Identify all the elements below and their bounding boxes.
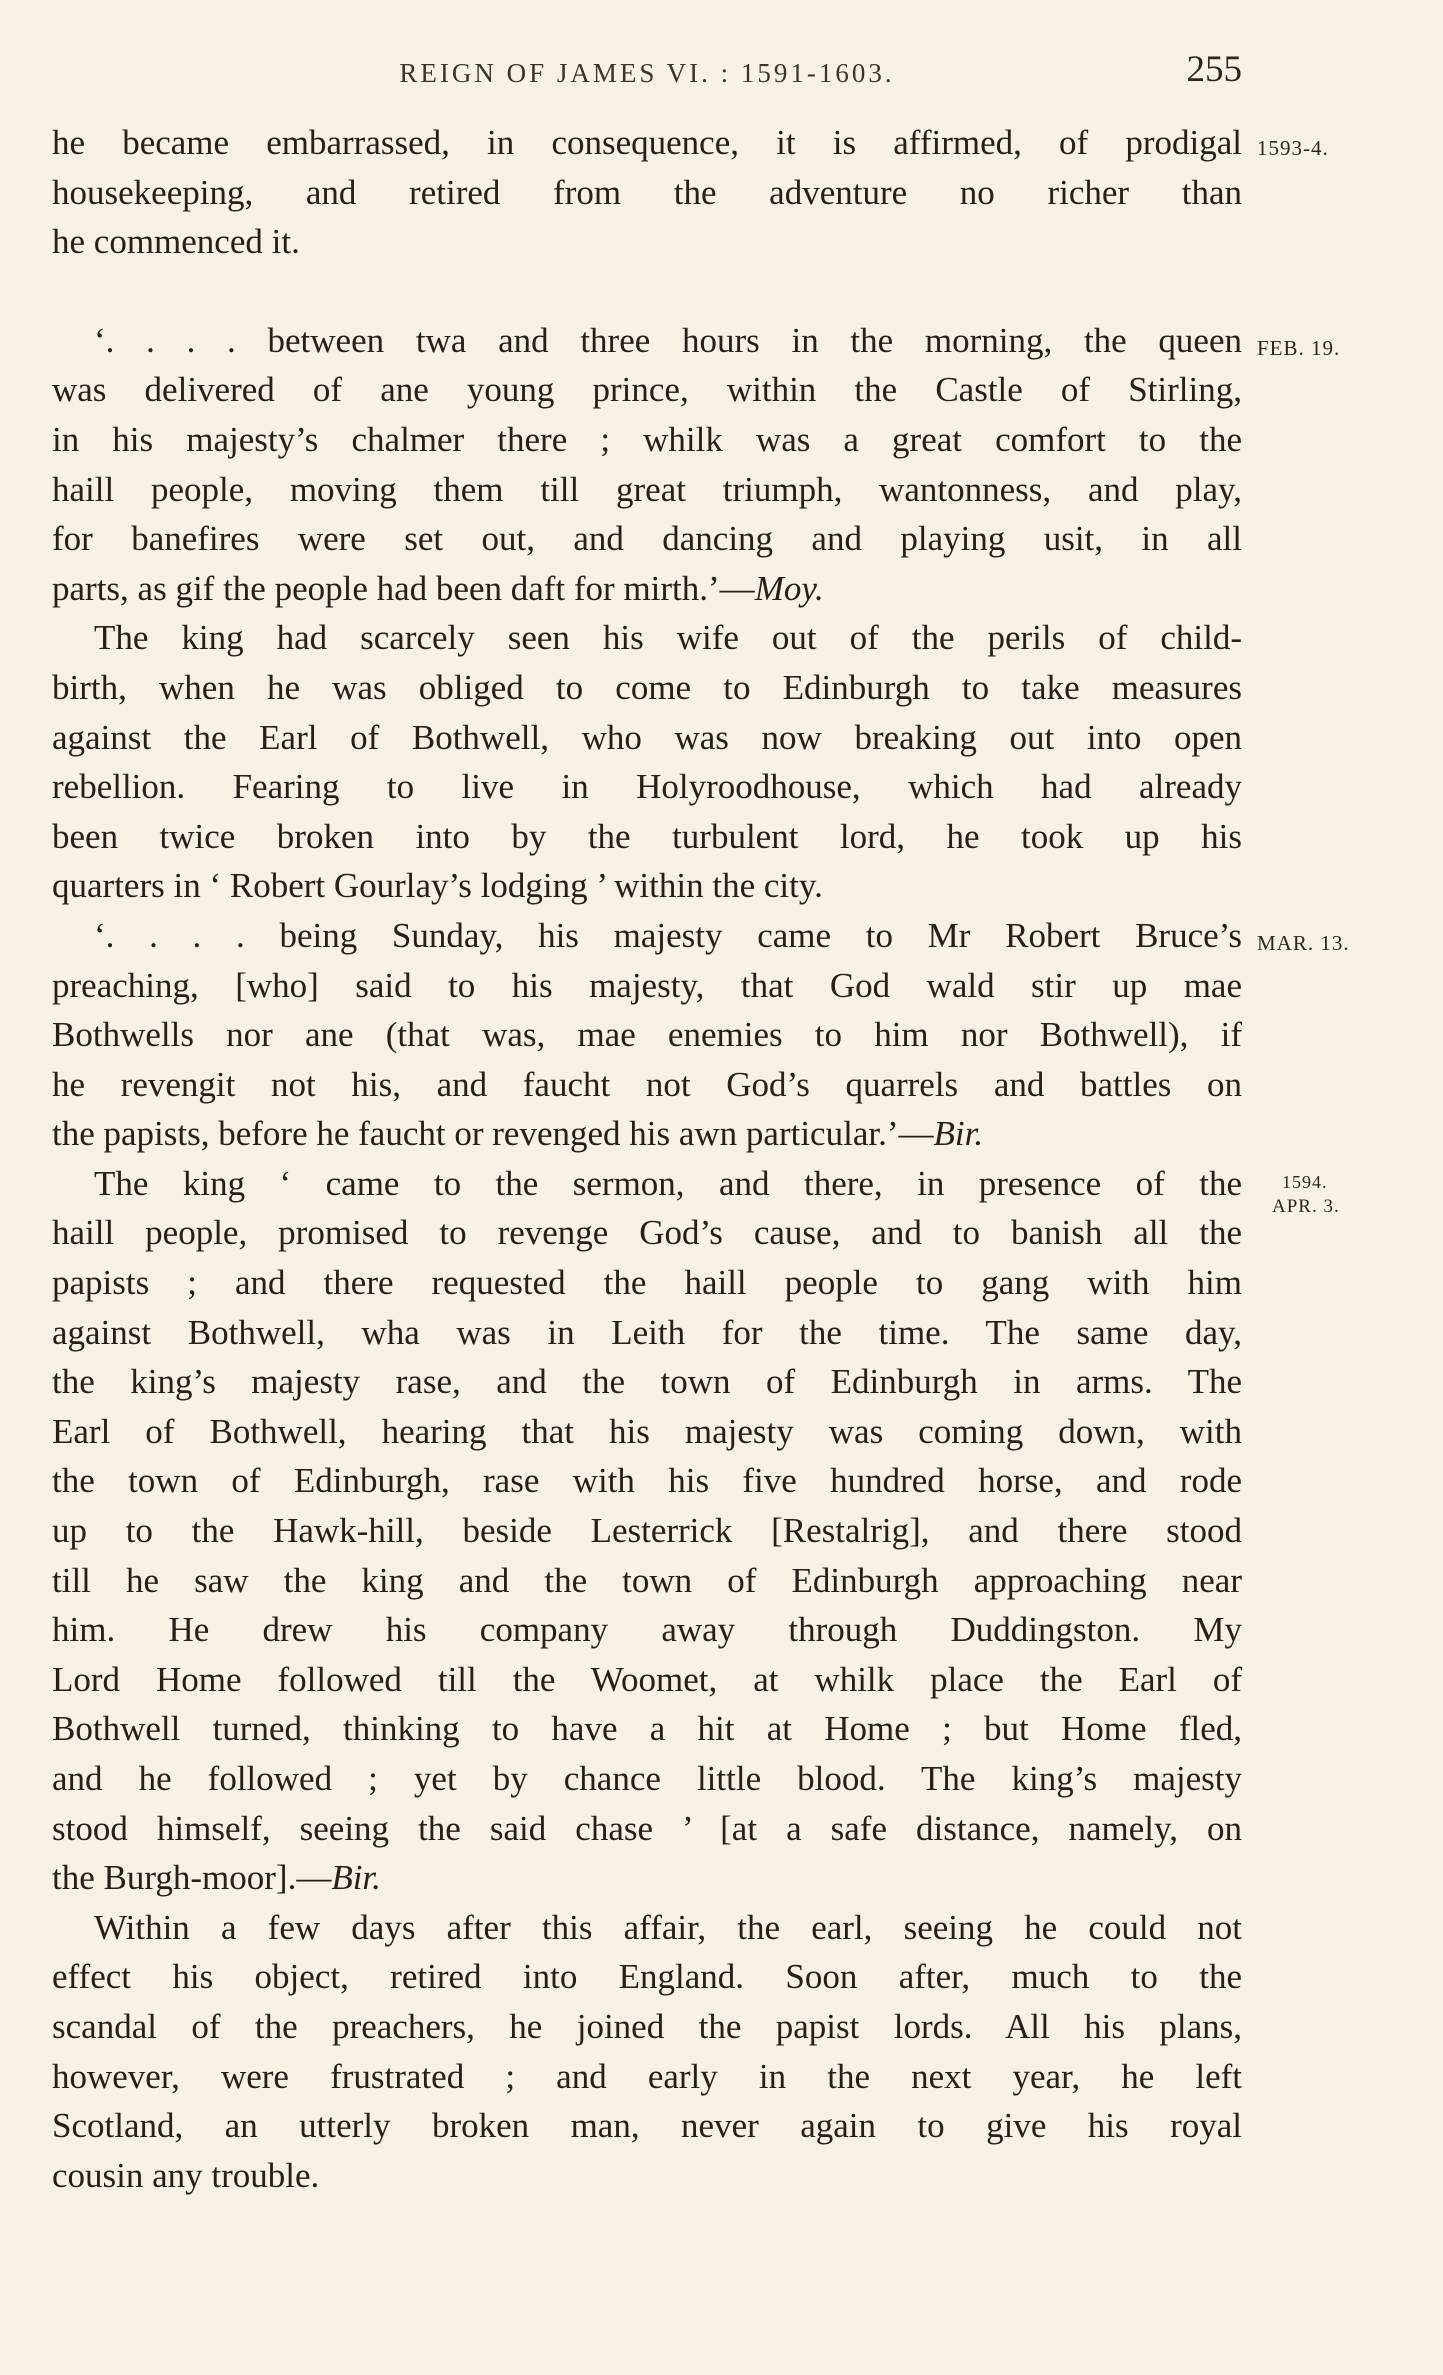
margin-note-date: FEB. 19. [1257,336,1341,360]
text-line: till he saw the king and the town of Edinburgh approaching near [52,1560,1242,1600]
text-line: birth, when he was obliged to come to Edinburgh to take measures [52,667,1242,707]
margin-note-year: 1594. [1282,1172,1328,1192]
source-citation: Moy. [754,568,824,608]
text-line: the town of Edinburgh, rase with his five hundred horse, and rode [52,1461,1242,1501]
page-number: 255 [1186,49,1242,90]
text-line: he commenced it. [52,222,300,262]
source-citation: Bir. [331,1858,381,1898]
text-line: scandal of the preachers, he joined the papist lords. All his plans, [52,2006,1242,2046]
text-run: parts, as gif the people had been daft for mirth.’— [52,568,755,608]
text-line: papists ; and there requested the haill people to gang with him [52,1263,1242,1303]
text-line [52,1853,1242,1903]
text-line: cousin any trouble. [52,2155,320,2195]
text-line: haill people, moving them till great triumph, wantonness, and play, [52,469,1242,509]
text-line: ‘. . . . being Sunday, his majesty came to Mr Robert Bruce’s [94,915,1242,955]
text-run: the Burgh-moor].— [52,1858,332,1898]
text-line: Earl of Bothwell, hearing that his majesty was coming down, with [52,1411,1242,1451]
margin-note-date: MAR. 13. [1257,931,1350,955]
text-line: effect his object, retired into England. Soon after, much to the [52,1957,1242,1997]
text-line: Bothwells nor ane (that was, mae enemies to him nor Bothwell), if [52,1015,1242,1055]
text-line: he became embarrassed, in consequence, it is affirmed, of prodigal [52,123,1242,162]
text-line: quarters in ‘ Robert Gourlay’s lodging ’ within the city. [52,866,823,906]
text-line: for banefires were set out, and dancing and playing usit, in all [52,519,1242,559]
text-line: he revengit not his, and faucht not God’s quarrels and battles on [52,1064,1242,1104]
text-line: preaching, [who] said to his majesty, that God wald stir up mae [52,965,1242,1005]
text-line: The king ‘ came to the sermon, and there, in presence of the [94,1163,1242,1203]
text-line: however, were frustrated ; and early in the next year, he left [52,2056,1242,2096]
page-header [52,48,1242,98]
margin-note-year: 1593-4. [1257,136,1329,160]
text-line: was delivered of ane young prince, within the Castle of Stirling, [52,370,1242,410]
paragraph-gap [52,267,1242,316]
body-text [52,118,1242,2200]
text-line: Bothwell turned, thinking to have a hit at Home ; but Home fled, [52,1709,1242,1749]
text-line: Within a few days after this affair, the earl, seeing he could not [94,1907,1242,1947]
text-line: against Bothwell, wha was in Leith for the time. The same day, [52,1312,1242,1352]
text-line: him. He drew his company away through Duddingston. My [52,1610,1242,1650]
text-line: Lord Home followed till the Woomet, at whilk place the Earl of [52,1659,1242,1699]
text-line: ‘. . . . between twa and three hours in the morning, the queen [94,320,1242,360]
text-line: and he followed ; yet by chance little blood. The king’s majesty [52,1759,1242,1798]
text-line: rebellion. Fearing to live in Holyroodhouse, which had already [52,767,1242,807]
text-line: stood himself, seeing the said chase ’ [at a safe distance, namely, on [52,1808,1242,1848]
text-line: up to the Hawk-hill, beside Lesterrick [Restalrig], and there stood [52,1511,1242,1551]
text-line [52,564,1242,614]
text-line: in his majesty’s chalmer there ; whilk was a great comfort to the [52,419,1242,459]
text-line: The king had scarcely seen his wife out of the perils of child- [94,618,1242,658]
text-line: been twice broken into by the turbulent lord, he took up his [52,816,1242,856]
text-line [52,1109,1242,1159]
source-citation: Bir. [933,1114,984,1154]
text-line: against the Earl of Bothwell, who was now breaking out into open [52,717,1242,757]
running-head: REIGN OF JAMES VI. : 1591-1603. [399,58,895,88]
margin-note-date: APR. 3. [1272,1196,1340,1217]
text-line: housekeeping, and retired from the adventure no richer than [52,172,1242,212]
text-run: the papists, before he faucht or revenged his awn particular.’— [52,1114,934,1154]
text-line: haill people, promised to revenge God’s cause, and to banish all the [52,1213,1242,1253]
text-line: the king’s majesty rase, and the town of Edinburgh in arms. The [52,1362,1242,1402]
text-line: Scotland, an utterly broken man, never again to give his royal [52,2106,1242,2146]
